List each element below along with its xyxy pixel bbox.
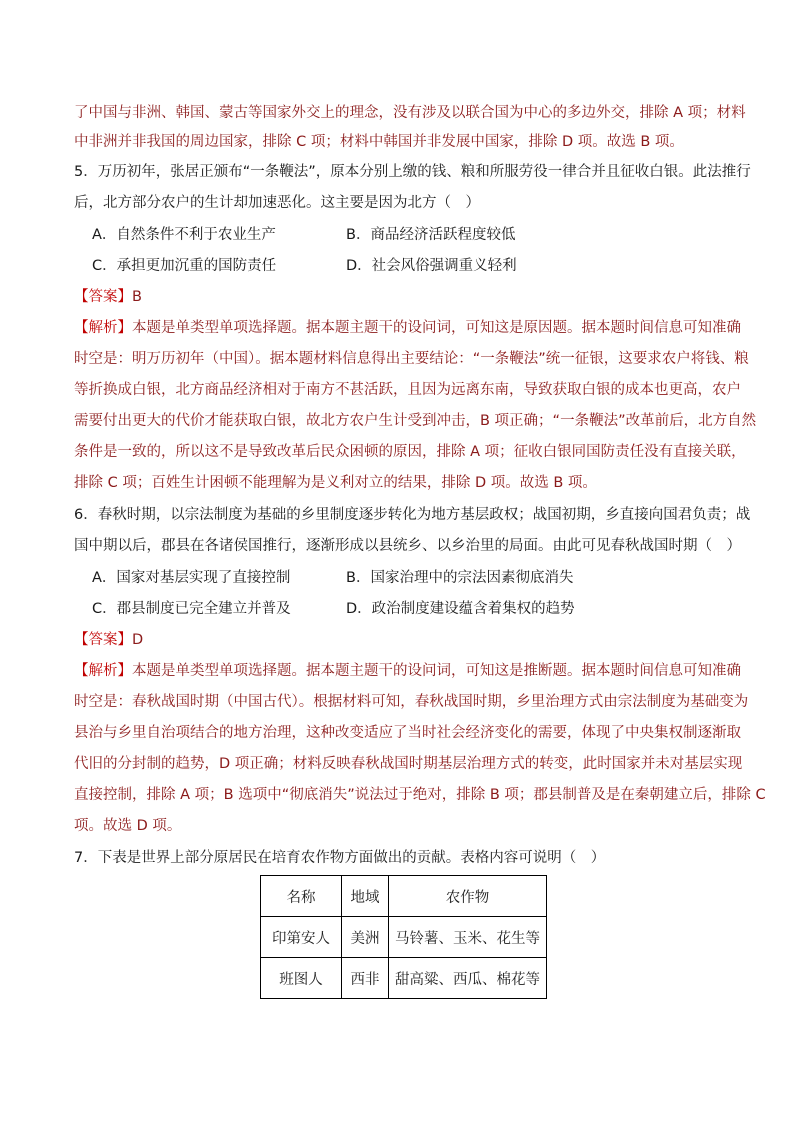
q5-answer [74, 287, 142, 307]
table-cell: 马铃薯、玉米、花生等 [389, 917, 547, 958]
q5-option-c: C．承担更加沉重的国防责任 [92, 258, 277, 274]
q6-analysis-line-6: 项。故选 D 项。 [74, 818, 182, 834]
q5-option-d: D．社会风俗强调重义轻利 [346, 258, 517, 274]
table-header-row [261, 876, 547, 917]
q5-analysis-line-5: 条件是一致的，所以这不是导致改革后民众困顿的原因，排除 A 项；征收白银同国防责任没有直接关联， [74, 444, 746, 460]
answer-tag: 【答案】 [74, 632, 132, 648]
q5-stem-line-2: 后，北方部分农户的生计却加速恶化。这主要是因为北方（ ） [74, 195, 480, 211]
q6-analysis-line-1 [74, 661, 741, 681]
q5-analysis-line-1 [74, 318, 741, 338]
answer-value: D [132, 632, 144, 648]
table-row [261, 917, 547, 958]
q6-option-a: A．国家对基层实现了直接控制 [92, 570, 291, 586]
q6-analysis-text-1: 本题是单类型单项选择题。据本题主题干的设问词，可知这是推断题。据本题时间信息可知准确 [132, 663, 741, 679]
prev-analysis-line-1: 了中国与非洲、韩国、蒙古等国家外交上的理念，没有涉及以联合国为中心的多边外交，排除 A 项；材料 [74, 105, 746, 121]
q6-option-b: B．国家治理中的宗法因素彻底消失 [346, 570, 574, 586]
q6-option-d: D．政治制度建设蕴含着集权的趋势 [346, 601, 575, 617]
q5-stem-line-1: 5．万历初年，张居正颁布“一条鞭法”，原本分别上缴的钱、粮和所服劳役一律合并且征收白银。此法推行 [74, 164, 751, 180]
table-cell: 甜高粱、西瓜、棉花等 [389, 958, 547, 999]
prev-analysis-line-2: 中非洲并非我国的周边国家，排除 C 项；材料中韩国并非发展中国家，排除 D 项。故选 B 项。 [74, 134, 684, 150]
q6-stem-line-2: 国中期以后，郡县在各诸侯国推行，逐渐形成以县统乡、以乡治里的局面。由此可见春秋战国时期（ ） [74, 538, 741, 554]
answer-value: B [132, 289, 142, 305]
q5-analysis-line-4: 需要付出更大的代价才能获取白银，故北方农户生计受到冲击，B 项正确；“一条鞭法”改革前后，北方自然 [74, 413, 757, 429]
q6-analysis-line-4: 代旧的分封制的趋势，D 项正确；材料反映春秋战国时期基层治理方式的转变，此时国家并未对基层实现 [74, 756, 743, 772]
q6-analysis-line-3: 县治与乡里自治项结合的地方治理，这种改变适应了当时社会经济变化的需要，体现了中央集权制逐渐取 [74, 725, 741, 741]
answer-tag: 【答案】 [74, 289, 132, 305]
q5-analysis-line-2: 时空是：明万历初年（中国）。据本题材料信息得出主要结论：“一条鞭法”统一征银，这要求农户将钱、粮 [74, 351, 749, 367]
q5-analysis-line-6: 排除 C 项；百姓生计困顿不能理解为是义利对立的结果，排除 D 项。故选 B 项。 [74, 475, 597, 491]
q6-analysis-line-2: 时空是：春秋战国时期（中国古代）。根据材料可知，春秋战国时期，乡里治理方式由宗法制度为基础变为 [74, 694, 749, 710]
table-cell: 印第安人 [261, 917, 342, 958]
q6-option-c: C．郡县制度已完全建立并普及 [92, 601, 291, 617]
q5-analysis-text-1: 本题是单类型单项选择题。据本题主题干的设问词，可知这是原因题。据本题时间信息可知准确 [132, 320, 741, 336]
analysis-tag: 【解析】 [74, 663, 132, 679]
table-cell: 班图人 [261, 958, 342, 999]
q5-analysis-line-3: 等折换成白银，北方商品经济相对于南方不甚活跃，且因为远离东南，导致获取白银的成本也更高，农户 [74, 382, 741, 398]
crop-contribution-table [260, 875, 547, 999]
q6-stem-line-1: 6．春秋时期，以宗法制度为基础的乡里制度逐步转化为地方基层政权；战国初期，乡直接向国君负责；战 [74, 507, 751, 523]
table-cell: 美洲 [342, 917, 389, 958]
q5-option-a: A．自然条件不利于农业生产 [92, 227, 276, 243]
table-header-cell: 农作物 [389, 876, 547, 917]
table-header-cell: 名称 [261, 876, 342, 917]
q6-answer [74, 630, 143, 650]
table-header-cell: 地域 [342, 876, 389, 917]
q5-option-b: B．商品经济活跃程度较低 [346, 227, 516, 243]
q7-stem-line-1: 7．下表是世界上部分原居民在培育农作物方面做出的贡献。表格内容可说明（ ） [74, 850, 606, 866]
table-row [261, 958, 547, 999]
q6-analysis-line-5: 直接控制，排除 A 项；B 选项中“彻底消失”说法过于绝对，排除 B 项；郡县制普及是在秦朝建立后，排除 C [74, 787, 766, 803]
analysis-tag: 【解析】 [74, 320, 132, 336]
table-cell: 西非 [342, 958, 389, 999]
